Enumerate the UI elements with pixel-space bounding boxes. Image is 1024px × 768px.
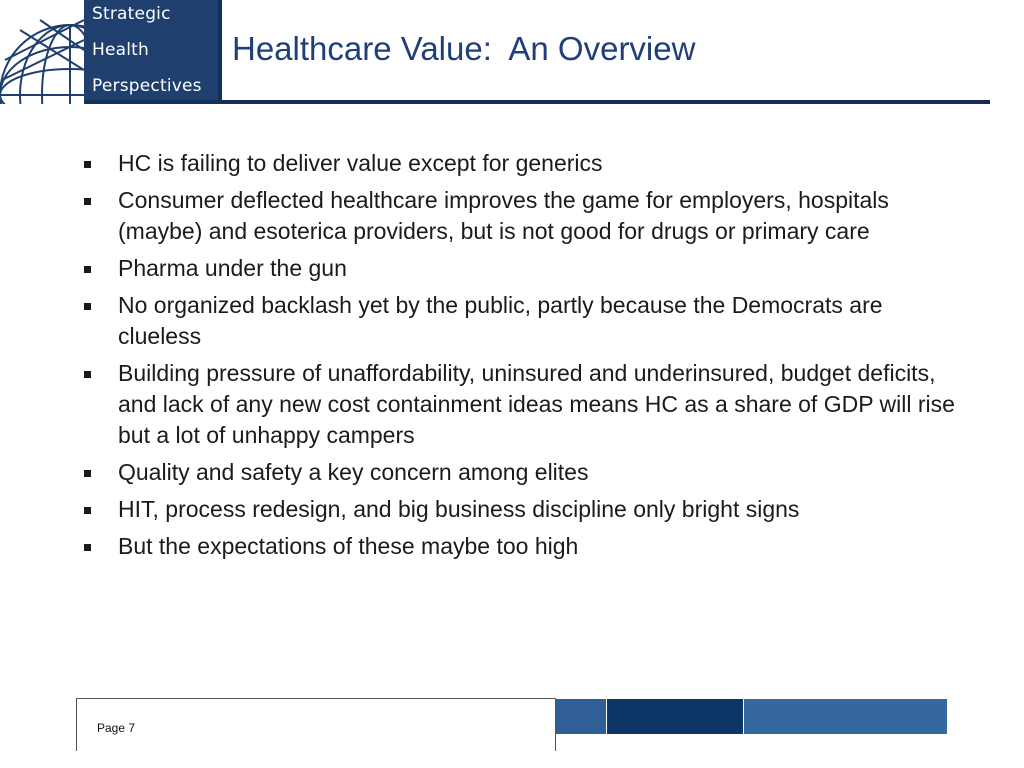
bullet-square-icon bbox=[84, 507, 91, 514]
footer-bar-segment bbox=[556, 699, 606, 734]
bullet-text: No organized backlash yet by the public, partly because the Democrats are clueless bbox=[118, 292, 883, 349]
bullet-item bbox=[78, 148, 958, 179]
title-divider bbox=[222, 100, 990, 104]
bullet-item bbox=[78, 494, 958, 525]
slide-title: Healthcare Value: An Overview bbox=[232, 30, 696, 67]
globe-wireframe-icon bbox=[0, 0, 84, 104]
bullet-item bbox=[78, 253, 958, 284]
bullet-item bbox=[78, 457, 958, 488]
bullet-text: HC is failing to deliver value except for generics bbox=[118, 150, 603, 176]
bullet-text: But the expectations of these maybe too high bbox=[118, 533, 579, 559]
footer-bar-segment bbox=[744, 699, 947, 734]
bullet-item bbox=[78, 531, 958, 562]
bullet-item bbox=[78, 358, 958, 451]
bullet-text: Consumer deflected healthcare improves the game for employers, hospitals (maybe) and esoterica providers, but is not good for drugs or primary care bbox=[118, 187, 889, 244]
bullet-list bbox=[78, 148, 958, 568]
logo-line-2: Health bbox=[92, 40, 150, 60]
bullet-square-icon bbox=[84, 266, 91, 273]
bullet-square-icon bbox=[84, 371, 91, 378]
bullet-text: Pharma under the gun bbox=[118, 255, 347, 281]
logo bbox=[84, 0, 222, 104]
bullet-item bbox=[78, 290, 958, 352]
bullet-square-icon bbox=[84, 161, 91, 168]
bullet-square-icon bbox=[84, 303, 91, 310]
logo-line-3: Perspectives bbox=[92, 76, 202, 96]
bullet-text: Quality and safety a key concern among elites bbox=[118, 459, 589, 485]
bullet-text: HIT, process redesign, and big business discipline only bright signs bbox=[118, 496, 800, 522]
bullet-square-icon bbox=[84, 544, 91, 551]
page-number: Page 7 bbox=[97, 721, 136, 735]
footer-frame bbox=[76, 698, 556, 751]
bullet-square-icon bbox=[84, 198, 91, 205]
footer-bar-segment bbox=[607, 699, 743, 734]
logo-globe bbox=[0, 0, 84, 104]
bullet-text: Building pressure of unaffordability, uninsured and underinsured, budget deficits, and lack of any new cost containment ideas means HC as a share of GDP will rise but a lot of unhappy campers bbox=[118, 360, 955, 448]
bullet-square-icon bbox=[84, 470, 91, 477]
bullet-item bbox=[78, 185, 958, 247]
logo-line-1: Strategic bbox=[92, 4, 171, 24]
